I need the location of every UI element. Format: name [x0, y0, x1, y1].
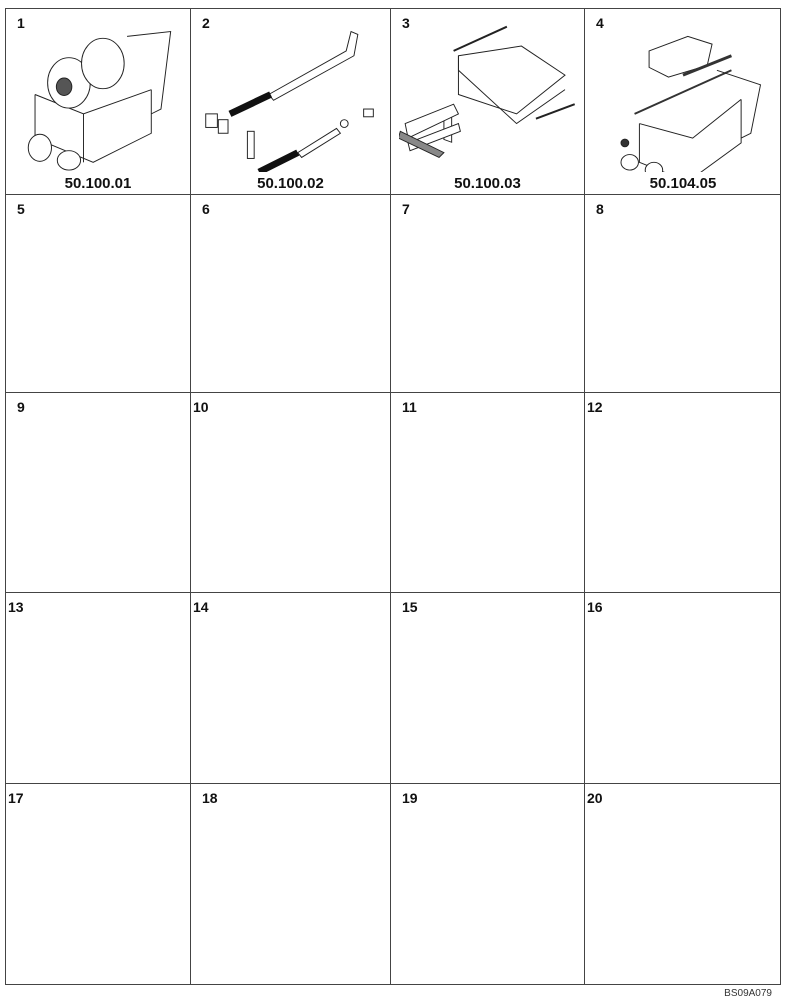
heater-core-housing-illustration — [593, 17, 773, 172]
cell-number: 19 — [402, 790, 418, 806]
grid-cell-9[interactable] — [6, 393, 191, 593]
hoses-and-fittings-illustration — [199, 17, 382, 172]
grid-cell-15[interactable] — [391, 593, 585, 784]
grid-cell-20[interactable] — [585, 784, 781, 984]
heater-blower-unit-illustration — [14, 17, 182, 172]
grid-cell-12[interactable] — [585, 393, 781, 593]
cell-number: 20 — [587, 790, 603, 806]
parts-index-grid — [5, 8, 781, 985]
part-code: 50.100.03 — [454, 175, 521, 192]
grid-cell-5[interactable] — [6, 195, 191, 393]
cell-number: 9 — [17, 399, 25, 415]
cell-number: 6 — [202, 201, 210, 217]
grid-cell-10[interactable] — [191, 393, 391, 593]
cell-number: 18 — [202, 790, 218, 806]
part-code: 50.100.02 — [257, 175, 324, 192]
cell-number: 5 — [17, 201, 25, 217]
air-filter-housing-illustration — [399, 17, 576, 172]
grid-cell-7[interactable] — [391, 195, 585, 393]
cell-number: 7 — [402, 201, 410, 217]
grid-cell-2[interactable] — [191, 9, 391, 195]
cell-number: 11 — [402, 399, 417, 415]
figure-reference: BS09A079 — [724, 988, 772, 999]
cell-number: 14 — [193, 599, 209, 615]
grid-cell-19[interactable] — [391, 784, 585, 984]
grid-cell-11[interactable] — [391, 393, 585, 593]
grid-cell-17[interactable] — [6, 784, 191, 984]
grid-cell-6[interactable] — [191, 195, 391, 393]
part-code: 50.100.01 — [64, 175, 132, 192]
cell-number: 15 — [402, 599, 418, 615]
part-code: 50.104.05 — [649, 175, 717, 192]
cell-number: 2 — [202, 15, 210, 31]
grid-cell-1[interactable] — [6, 9, 191, 195]
grid-cell-16[interactable] — [585, 593, 781, 784]
cell-number: 8 — [596, 201, 604, 217]
cell-number: 1 — [17, 15, 25, 31]
grid-cell-4[interactable] — [585, 9, 781, 195]
cell-number: 16 — [587, 599, 603, 615]
cell-number: 13 — [8, 599, 24, 615]
cell-number: 12 — [587, 399, 603, 415]
grid-cell-14[interactable] — [191, 593, 391, 784]
grid-cell-13[interactable] — [6, 593, 191, 784]
cell-number: 3 — [402, 15, 410, 31]
cell-number: 10 — [193, 399, 209, 415]
cell-number: 17 — [8, 790, 24, 806]
grid-cell-18[interactable] — [191, 784, 391, 984]
cell-number: 4 — [596, 15, 604, 31]
grid-cell-3[interactable] — [391, 9, 585, 195]
grid-cell-8[interactable] — [585, 195, 781, 393]
